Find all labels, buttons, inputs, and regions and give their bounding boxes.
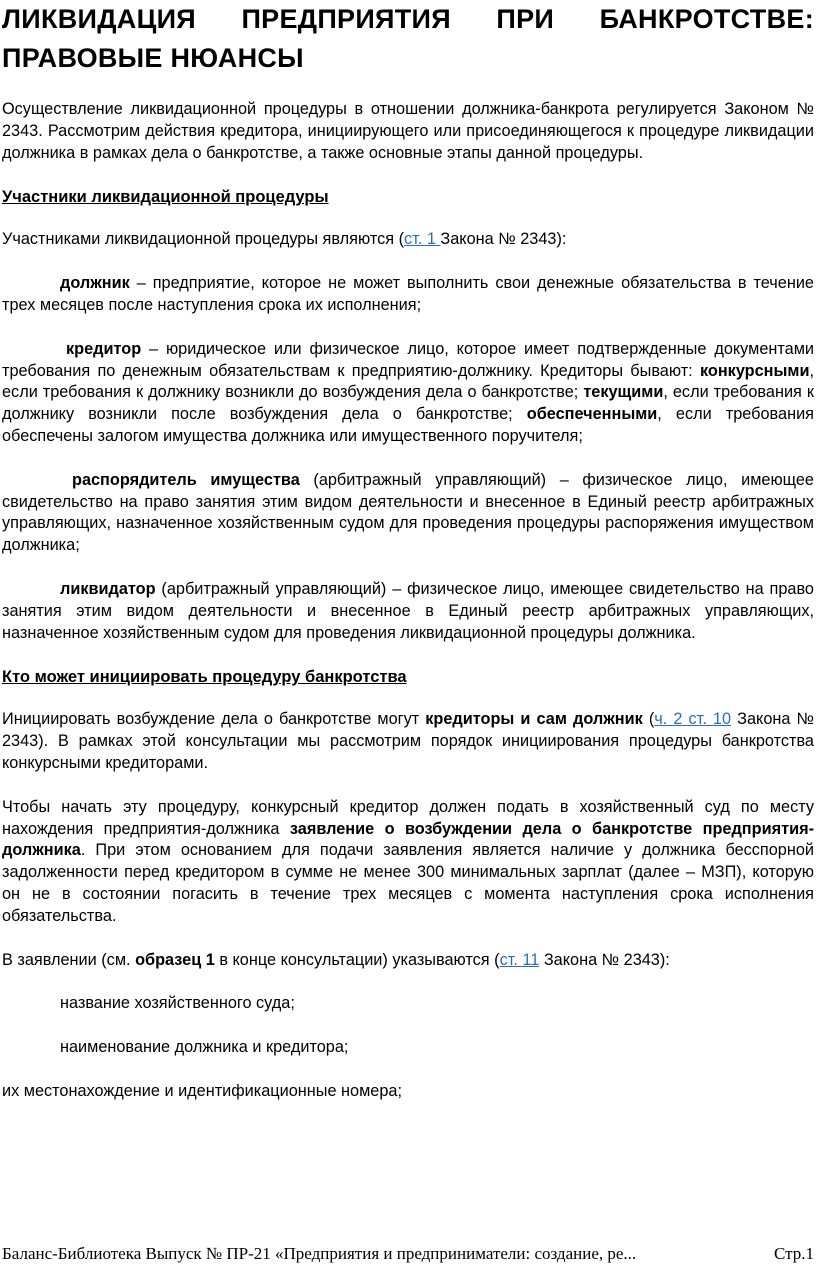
page-footer [2, 1243, 814, 1265]
section-heading-initiators: Кто может инициировать процедуру банкротства [2, 668, 407, 687]
term-debtor: должник [60, 274, 130, 293]
initiators-paragraph [2, 709, 814, 774]
definition-property-manager-text: (арбитражный управляющий) – физическое лицо, имеющее свидетельство на право занятия этим видом деятельности и внесенное в Единый реестр арбитражных управляющих, назначенное хозяйственным судом для проведения процедуры распоряжения имуществом должника; [2, 470, 814, 555]
definition-liquidator-text: (арбитражный управляющий) – физическое лицо, имеющее свидетельство на право занятия этим видом деятельности и внесенное в Единый реестр арбитражных управляющих, назначенное хозяйственным судом для проведения ликвидационной процедуры должника. [2, 579, 814, 642]
participants-lead [2, 229, 814, 251]
application-paragraph [2, 797, 814, 928]
term-competitive: конкурсными [699, 361, 810, 380]
page-title-line2: ПРАВОВЫЕ НЮАНСЫ [2, 43, 304, 73]
initiators-bold: кредиторы и сам должник [425, 710, 643, 729]
initiators-text-end: Закона № 2343). В рамках этой консультации мы рассмотрим порядок инициирования процедуры банкротства конкурсными кредиторами. [2, 710, 815, 772]
footer-source: Баланс-Библиотека Выпуск № ПР-21 «Предприятия и предприниматели: создание, ре... [2, 1244, 637, 1263]
law-article-10-link[interactable]: ч. 2 ст. 10 [654, 710, 732, 729]
application-text: Чтобы начать эту процедуру, конкурсный кредитор должен подать в хозяйственный суд по месту нахождения предприятия-должника [2, 797, 814, 838]
section-heading-participants: Участники ликвидационной процедуры [2, 188, 329, 207]
definition-debtor-text: – предприятие, которое не может выполнить свои денежные обязательства в течение трех месяцев после наступления срока их исполнения; [2, 274, 814, 314]
application-contents-text: В заявлении (см. [2, 950, 136, 969]
participants-lead-text: Участниками ликвидационной процедуры являются ( [2, 230, 404, 249]
definition-creditor-text-2: , если требования к должнику возникли до возбуждения дела о банкротстве; [2, 361, 814, 402]
list-item: их местонахождение и идентификационные номера; [2, 1081, 402, 1100]
page-title-line1: ЛИКВИДАЦИЯ ПРЕДПРИЯТИЯ ПРИ БАНКРОТСТВЕ: [2, 4, 814, 34]
participants-lead-text-end: Закона № 2343): [440, 230, 567, 249]
application-bold: заявление о возбуждении дела о банкротстве предприятия-должника [2, 819, 814, 860]
term-secured: обеспеченными [526, 405, 658, 424]
page-number: Стр.1 [773, 1244, 814, 1263]
term-current: текущими [583, 383, 664, 402]
application-contents-text-mid: в конце консультации) указываются ( [214, 950, 500, 969]
page-title [2, 0, 814, 78]
definition-property-manager [2, 470, 814, 557]
list-item: название хозяйственного суда; [60, 994, 295, 1013]
definition-creditor-text: – юридическое или физическое лицо, которое имеет подтвержденные документами требования по денежным обязательствам к предприятию-должнику. Кредиторы бывают: [2, 339, 814, 380]
application-contents-lead [2, 950, 814, 972]
list-item: наименование должника и кредитора; [60, 1038, 349, 1057]
law-article-11-link[interactable]: ст. 11 [499, 950, 540, 969]
definition-creditor-text-4: , если требования обеспечены залогом имущества должника или имущественного поручителя; [2, 405, 814, 445]
intro-paragraph: Осуществление ликвидационной процедуры в отношении должника-банкрота регулируется Законом № 2343. Рассмотрим действия кредитора, инициирующего или присоединяющегося к процедуре ликвидации должника в рамках дела о банкротстве, а также основные этапы данной процедуры. [2, 100, 814, 162]
term-property-manager: распорядитель имущества [72, 470, 300, 489]
definition-creditor [2, 339, 814, 448]
initiators-text: Инициировать возбуждение дела о банкротстве могут [2, 710, 426, 729]
term-creditor: кредитор [66, 339, 142, 358]
application-contents-text-end: Закона № 2343): [539, 950, 670, 969]
initiators-open-paren: ( [642, 710, 655, 729]
law-article-1-link[interactable]: ст. 1 [404, 230, 441, 249]
application-text-end: . При этом основанием для подачи заявления является наличие у должника бесспорной задолженности перед кредитором в сумме не менее 300 минимальных зарплат (далее – МЗП), которую он не в состоянии погасить в течение трех месяцев с момента наступления срока исполнения обязательства. [2, 841, 814, 925]
definition-liquidator [2, 579, 814, 644]
sample-1-bold: образец 1 [135, 950, 215, 969]
term-liquidator: ликвидатор [60, 579, 156, 598]
definition-creditor-text-3: , если требования к должнику возникли после возбуждения дела о банкротстве; [2, 383, 814, 424]
definition-debtor [2, 273, 814, 317]
